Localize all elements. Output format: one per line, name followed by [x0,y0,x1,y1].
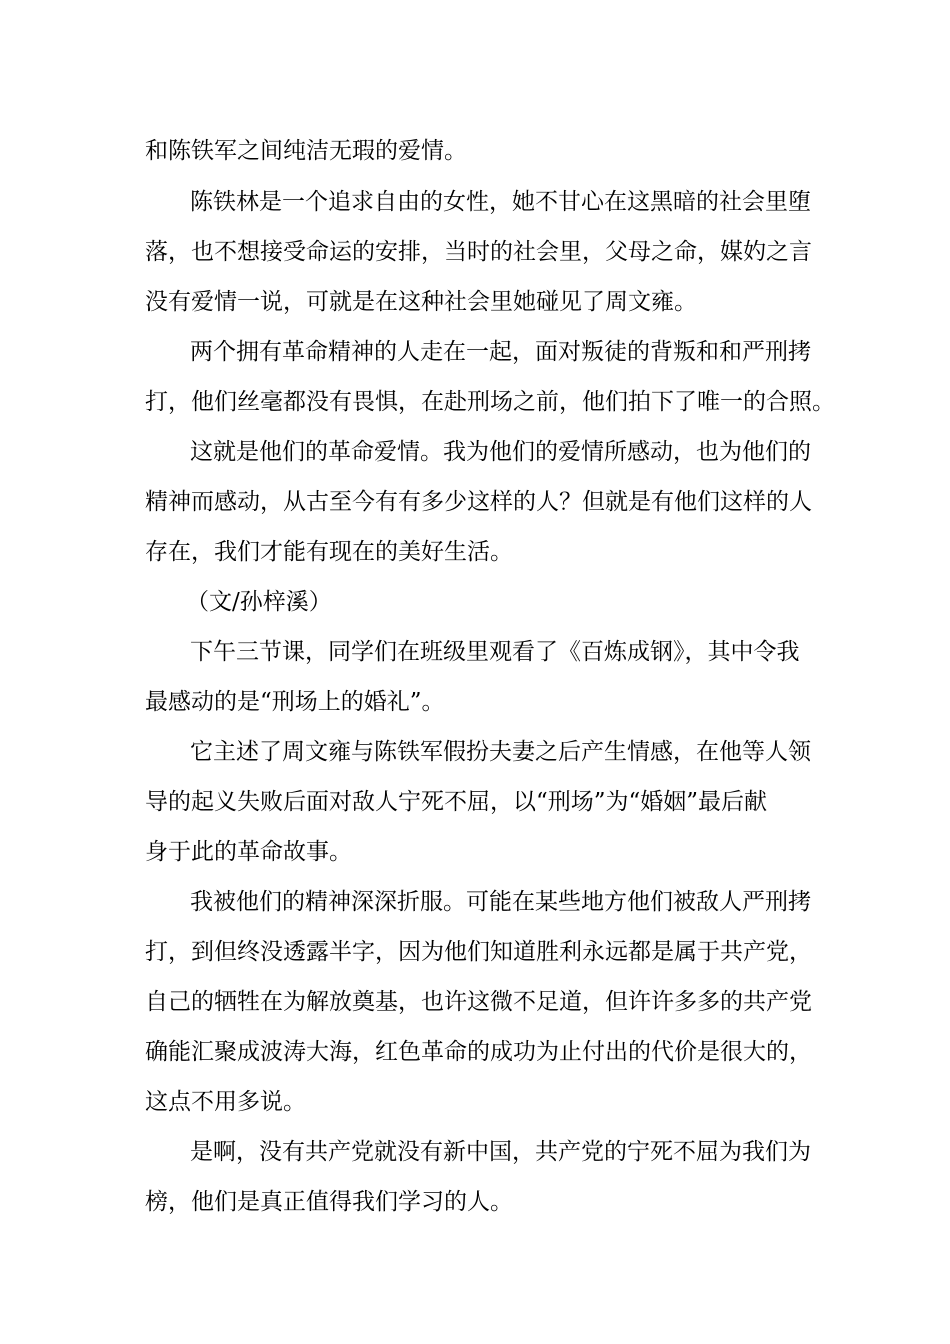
paragraph-line [0,1132,950,1172]
line-text: 自己的牺牲在为解放奠基，也许这微不足道，但许许多多的共产党 [145,989,812,1015]
line-text: 打，他们丝毫都没有畏惧，在赴刑场之前，他们拍下了唯一的合照。 [145,389,835,415]
line-text: 存在，我们才能有现在的美好生活。 [145,539,513,565]
paragraph-line [0,882,950,922]
line-text: 是啊，没有共产党就没有新中国，共产党的宁死不屈为我们为 [190,1139,811,1165]
line-text: 它主述了周文雍与陈铁军假扮夫妻之后产生情感，在他等人领 [190,739,811,765]
paragraph-line [0,182,950,222]
paragraph-line [0,332,950,372]
paragraph-line [0,782,950,822]
paragraph-line [0,682,950,722]
line-text: 榜，他们是真正值得我们学习的人。 [145,1189,513,1215]
line-text: 下午三节课，同学们在班级里观看了《百炼成钢》，其中令我 [190,639,800,665]
line-text: 身于此的革命故事。 [145,839,352,865]
paragraph-line [0,1182,950,1222]
paragraph-line [0,532,950,572]
line-text: 最感动的是“刑场上的婚礼”。 [145,689,445,715]
line-text: 我被他们的精神深深折服。可能在某些地方他们被敌人严刑拷 [190,889,811,915]
paragraph-line [0,732,950,772]
line-text: 打，到但终没透露半字，因为他们知道胜利永远都是属于共产党， [145,939,812,965]
paragraph-line [0,232,950,272]
line-text: 两个拥有革命精神的人走在一起，面对叛徒的背叛和和严刑拷 [190,339,811,365]
line-text: 精神而感动，从古至今有有多少这样的人？但就是有他们这样的人 [145,489,812,515]
line-text: 导的起义失败后面对敌人宁死不屈，以“刑场”为“婚姻”最后献 [145,789,768,815]
paragraph-line [0,632,950,672]
paragraph-line [0,382,950,422]
paragraph-line [0,432,950,472]
line-text: 确能汇聚成波涛大海，红色革命的成功为止付出的代价是很大的， [145,1039,812,1065]
paragraph-line [0,982,950,1022]
paragraph-line [0,1032,950,1072]
line-text: 和陈铁军之间纯洁无瑕的爱情。 [145,138,467,164]
byline-text: （文/孙梓溪） [186,589,332,615]
paragraph-line [0,282,950,322]
line-text: 没有爱情一说，可就是在这种社会里她碰见了周文雍。 [145,289,697,315]
paragraph-line [0,932,950,972]
line-text: 陈铁林是一个追求自由的女性，她不甘心在这黑暗的社会里堕 [190,189,811,215]
line-text: 这点不用多说。 [145,1089,306,1115]
paragraph-line [0,482,950,522]
paragraph-line [0,832,950,872]
line-text: 这就是他们的革命爱情。我为他们的爱情所感动，也为他们的 [190,439,811,465]
author-byline [0,582,950,622]
paragraph-line [0,131,950,171]
paragraph-line [0,1082,950,1122]
line-text: 落，也不想接受命运的安排，当时的社会里，父母之命，媒妁之言 [145,239,812,265]
